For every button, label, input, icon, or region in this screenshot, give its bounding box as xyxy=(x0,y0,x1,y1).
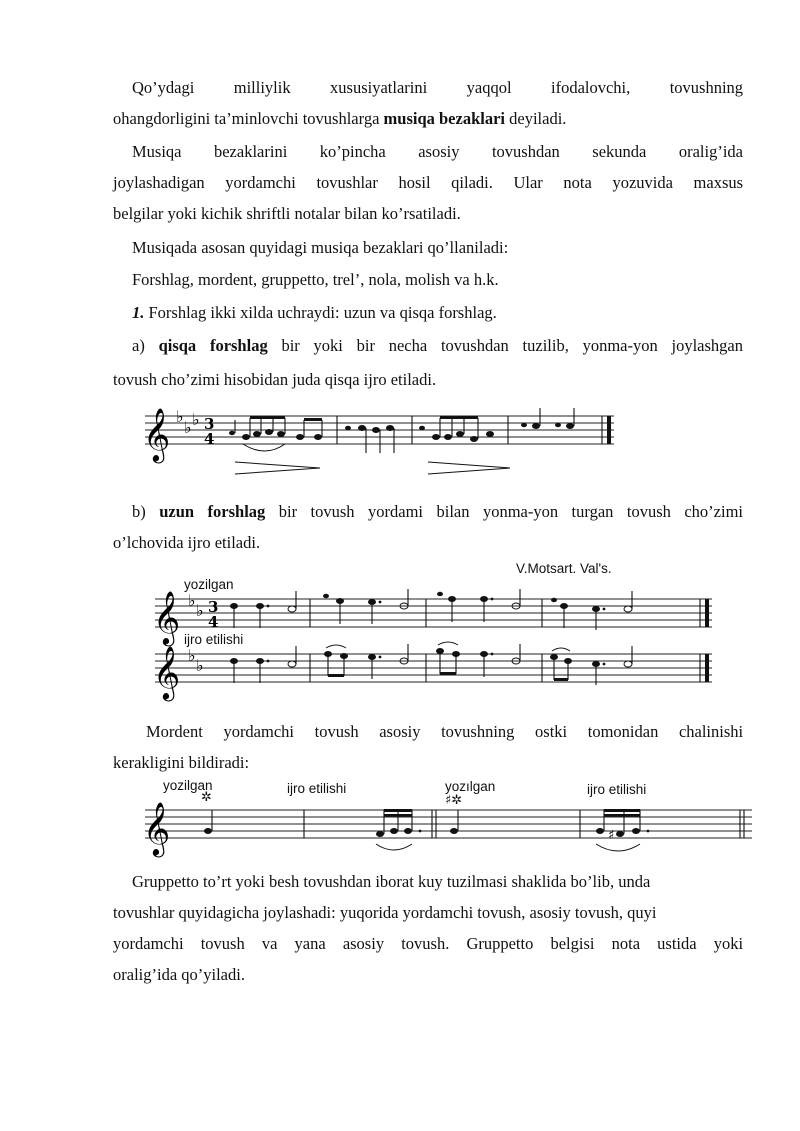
paragraph-2-line-1: Musiqa bezaklarini ko’pincha asosiy tovushdan sekunda oralig’ida xyxy=(132,142,743,161)
tie xyxy=(438,642,458,645)
flat-icon: ♭ xyxy=(192,410,200,429)
time-signature-bottom: 4 xyxy=(204,430,215,448)
written-label-1: yozilgan xyxy=(163,778,213,793)
paragraph-5: 1. Forshlag ikki xilda uchraydi: uzun va qisqa forshlag. xyxy=(132,303,497,322)
treble-clef-icon: 𝄞 xyxy=(153,645,181,699)
decrescendo-hairpin xyxy=(428,462,510,474)
term-uzun-forshlag: uzun forshlag xyxy=(159,502,266,521)
paragraph-9-line-3: yordamchi tovush va yana asosiy tovush. Gruppetto belgisi nota ustida yoki xyxy=(113,934,744,953)
paragraph-1-line-1: Qo’ydagi milliylik xususiyatlarini yaqqol ifodalovchi, tovushning xyxy=(132,78,744,97)
paragraph-7-line-2: o’lchovida ijro etiladi. xyxy=(113,533,261,552)
performed-label-2: ijro etilishi xyxy=(587,782,647,797)
paragraph-7-line-1: b) uzun forshlag bir tovush yordami bilan yonma-yon turgan tovush cho’zimi xyxy=(132,502,743,521)
flat-icon: ♭ xyxy=(188,591,196,610)
paragraph-4: Forshlag, mordent, gruppetto, trel’, nola, molish va h.k. xyxy=(132,270,499,289)
paragraph-9-line-1: Gruppetto to’rt yoki besh tovushdan iborat kuy tuzilmasi shaklida bo’lib, unda xyxy=(132,872,651,891)
flat-icon: ♭ xyxy=(184,418,192,437)
flat-icon: ♭ xyxy=(176,407,184,426)
decrescendo-hairpin xyxy=(235,462,320,474)
paragraph-1-line-2: ohangdorligini ta’minlovchi tovushlarga musiqa bezaklari deyiladi. xyxy=(113,109,567,128)
paragraph-8-line-2: kerakligini bildiradi: xyxy=(113,753,250,772)
sharp-icon: ♯ xyxy=(608,828,615,843)
staff-performed xyxy=(155,654,712,682)
time-signature-top: 3 xyxy=(204,415,215,433)
music-example-short-grace-note xyxy=(140,398,620,478)
mordent-icon: ✲ xyxy=(201,790,212,805)
time-signature-bottom: 4 xyxy=(208,613,219,631)
treble-clef-icon: 𝄞 xyxy=(153,590,181,644)
list-number: 1. xyxy=(132,303,145,322)
performed-label-1: ijro etilishi xyxy=(287,781,347,796)
treble-clef-icon: 𝄞 xyxy=(143,407,171,461)
tie xyxy=(552,648,570,651)
written-label: yozilgan xyxy=(184,577,234,592)
written-label-2: yozılgan xyxy=(445,779,496,794)
composer-label: V.Motsart. Val's. xyxy=(516,561,612,576)
paragraph-3: Musiqada asosan quyidagi musiqa bezaklari qo’llaniladi: xyxy=(132,238,509,257)
paragraph-2-line-3: belgilar yoki kichik shriftli notalar bilan ko’rsatiladi. xyxy=(113,204,461,223)
paragraph-2-line-2: joylashadigan yordamchi tovushlar hosil qiladi. Ular nota yozuvida maxsus xyxy=(113,173,744,192)
paragraph-8-line-1: Mordent yordamchi tovush asosiy tovushning ostki tomonidan chalinishi xyxy=(146,722,744,741)
paragraph-9-line-2: tovushlar quyidagicha joylashadi: yuqorida yordamchi tovush, asosiy tovush, quyi xyxy=(113,903,657,922)
flat-icon: ♭ xyxy=(196,601,204,620)
music-example-long-grace-note xyxy=(150,556,720,699)
staff xyxy=(145,810,752,838)
flat-icon: ♭ xyxy=(196,656,204,675)
staff-written xyxy=(155,599,712,627)
term-qisqa-forshlag: qisqa forshlag xyxy=(158,336,268,355)
performed-label: ijro etilishi xyxy=(184,632,244,647)
paragraph-9-line-4: oralig’ida qo’yiladi. xyxy=(113,965,245,984)
notes-written xyxy=(230,589,709,630)
slur xyxy=(243,444,285,451)
time-signature-top: 3 xyxy=(208,598,219,616)
tie xyxy=(326,645,346,648)
notes-performed xyxy=(230,644,709,685)
mordent-sharp-icon: ♯✲ xyxy=(445,793,463,808)
music-example-mordent xyxy=(140,774,760,860)
paragraph-6-line-1: a) qisqa forshlag bir yoki bir necha tovushdan tuzilib, yonma-yon joylashgan xyxy=(132,336,743,355)
term-musiqa-bezaklari: musiqa bezaklari xyxy=(383,109,506,128)
treble-clef-icon: 𝄞 xyxy=(143,801,171,855)
slur xyxy=(596,844,640,851)
slur xyxy=(376,844,412,850)
paragraph-6-line-2: tovush cho’zimi hisobidan juda qisqa ijro etiladi. xyxy=(113,370,437,389)
flat-icon: ♭ xyxy=(188,646,196,665)
